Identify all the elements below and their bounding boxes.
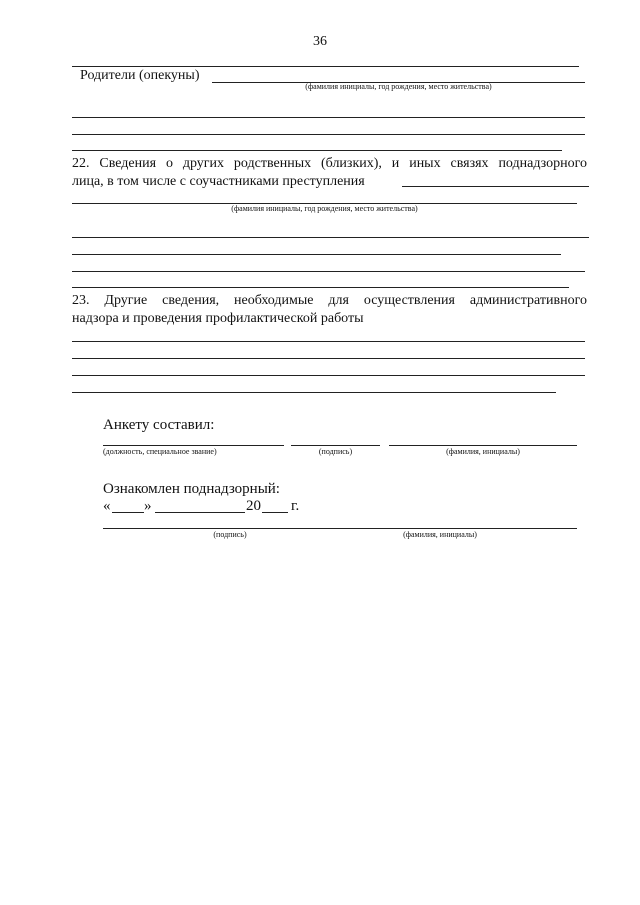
section22-line-b[interactable] [72,237,589,238]
date-open-quote: « [103,498,111,514]
section23-line-d[interactable] [72,392,556,393]
section23-line-a[interactable] [72,341,585,342]
compiled-signature-caption: (подпись) [318,447,353,456]
section23-line-b[interactable] [72,358,585,359]
compiled-label: Анкету составил: [103,417,215,433]
section23-line2: надзора и проведения профилактической работы [72,311,364,326]
compiled-position-caption: (должность, специальное звание) [103,447,217,456]
section22-line-c[interactable] [72,254,561,255]
acknowledged-signature-line[interactable] [103,528,577,529]
date-month-line[interactable] [155,512,245,513]
compiled-position-line[interactable] [103,445,284,446]
date-day-line[interactable] [112,512,144,513]
section22-line1: 22. Сведения о других родственных (близких), и иных связях поднадзорного [72,156,587,171]
date-year-suffix: г. [291,498,300,514]
compiled-name-caption: (фамилия, инициалы) [446,447,520,456]
section22-line2: лица, в том числе с соучастниками преступления [72,174,365,189]
parents-line-4[interactable] [72,150,562,151]
section23-line-c[interactable] [72,375,585,376]
date-close-quote: » [144,498,152,514]
page-number: 36 [313,34,327,49]
acknowledged-signature-caption: (подпись) [213,530,247,539]
section22-caption: (фамилия инициалы, год рождения, место жительства) [231,204,418,213]
section22-line-e[interactable] [72,287,569,288]
date-year-line[interactable] [262,512,288,513]
section23-line1: 23. Другие сведения, необходимые для осуществления административного [72,293,587,308]
date-year-prefix: 20 [246,498,261,514]
compiled-signature-line[interactable] [291,445,380,446]
parents-line-2[interactable] [72,117,585,118]
parents-line-3[interactable] [72,134,585,135]
parents-label: Родители (опекуны) [80,68,200,83]
section22-input-line[interactable] [402,186,589,187]
acknowledged-name-caption: (фамилия, инициалы) [403,530,477,539]
section22-line-d[interactable] [72,271,585,272]
parents-caption: (фамилия инициалы, год рождения, место жительства) [305,82,492,91]
acknowledged-label: Ознакомлен поднадзорный: [103,481,280,497]
compiled-name-line[interactable] [389,445,577,446]
